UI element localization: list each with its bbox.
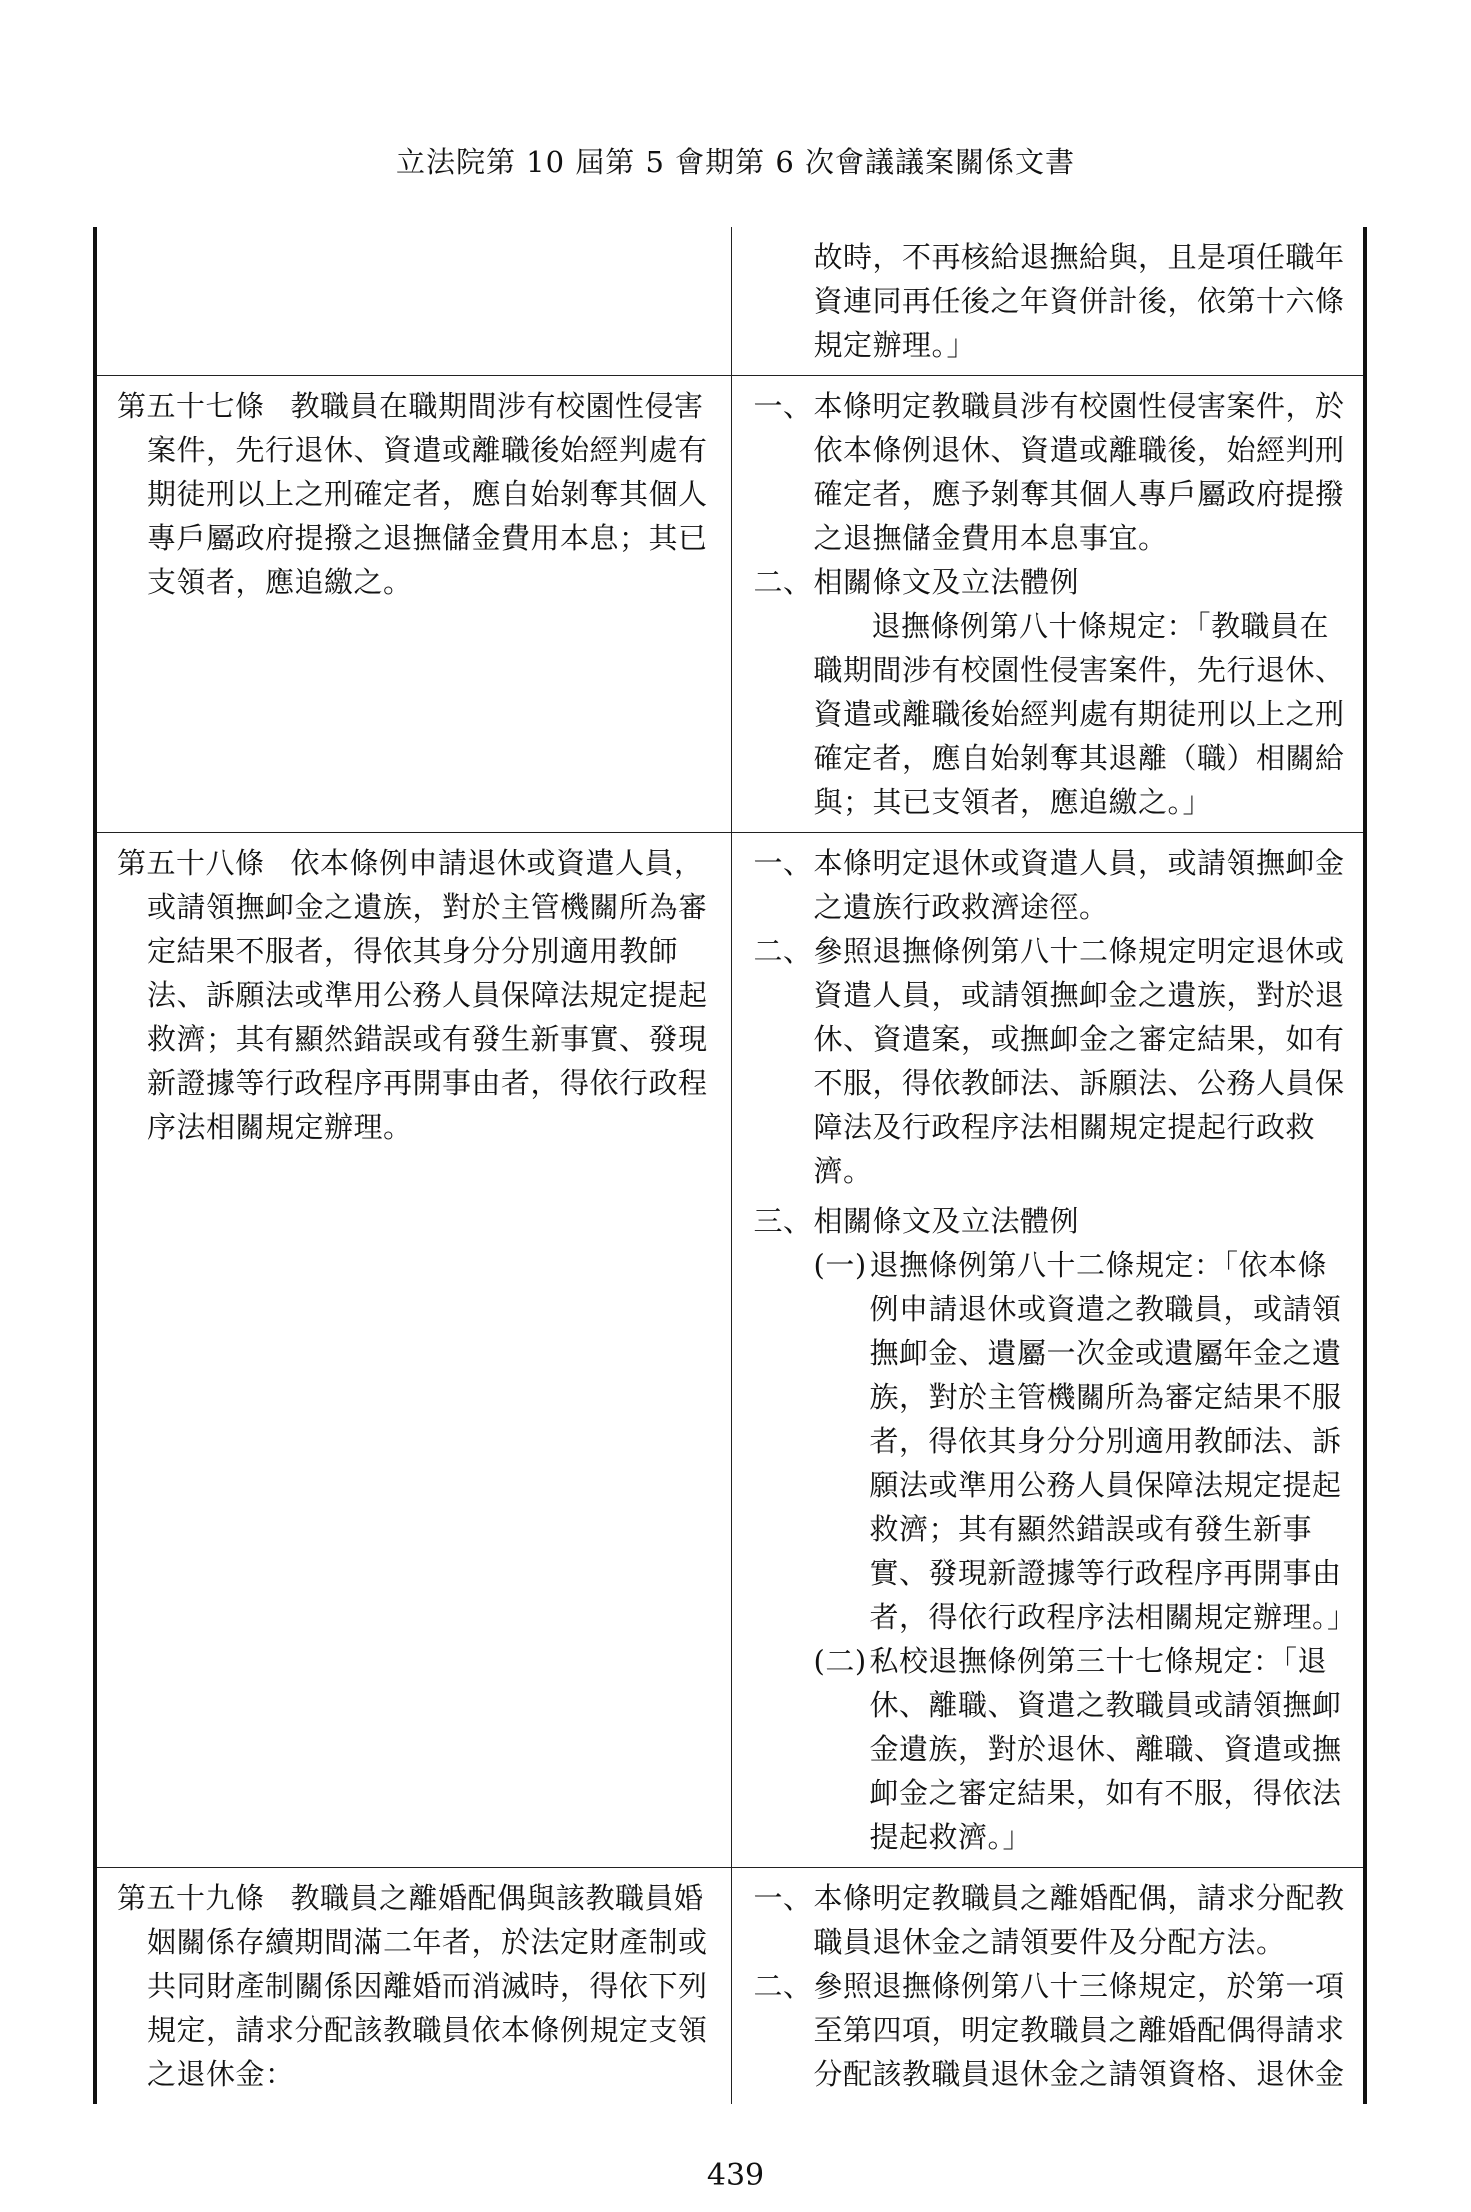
page-number: 439 <box>706 2158 765 2193</box>
table-row <box>95 227 1365 376</box>
article-cell <box>95 227 731 376</box>
table-row <box>95 833 1365 1868</box>
article-heading: 第五十八條 <box>117 846 265 880</box>
explanation-cell <box>731 227 1365 376</box>
note-text: 相關條文及立法體例 <box>813 565 1080 599</box>
article-57 <box>117 384 713 604</box>
note-text: 參照退撫條例第八十二條規定明定退休或資遣人員，或請領撫卹金之遺族，對於退休、資遣案，或撫卹金之審定結果，如有不服，得依教師法、訴願法、公務人員保障法及行政程序法相關規定提起行政救濟。 <box>813 934 1345 1188</box>
article-cell <box>95 376 731 833</box>
document-header: 立法院第 10 屆第 5 會期第 6 次會議議案關係文書 <box>395 145 1076 179</box>
article-58 <box>117 841 713 1149</box>
note-text: 參照退撫條例第八十三條規定，於第一項至第四項，明定教職員之離婚配偶得請求分配該教職員退休金之請領資格、退休金 <box>813 1969 1345 2091</box>
note-text: 本條明定退休或資遣人員，或請領撫卹金之遺族行政救濟途徑。 <box>813 846 1345 924</box>
article-cell <box>95 833 731 1868</box>
note-number: 二、 <box>753 1969 813 2003</box>
note-text: 本條明定教職員涉有校園性侵害案件，於依本條例退休、資遣或離職後，始經判刑確定者，應予剝奪其個人專戶屬政府提撥之退撫儲金費用本息事宜。 <box>813 389 1345 555</box>
sub-text: 退撫條例第八十二條規定：「依本條例申請退休或資遣之教職員，或請領撫卹金、遺屬一次金或遺屬年金之遺族，對於主管機關所為審定結果不服者，得依其身分分別適用教師法、訴願法或準用公務人員保障法規定提起救濟；其有顯然錯誤或有發生新事實、發現新證據等行政程序再開事由者，得依行政程序法相關規定辦理。」 <box>869 1248 1357 1634</box>
article-text: 依本條例申請退休或資遣人員，或請領撫卹金之遺族，對於主管機關所為審定結果不服者，得依其身分分別適用教師法、訴願法或準用公務人員保障法規定提起救濟；其有顯然錯誤或有發生新事實、發現新證據等行政程序再開事由者，得依行政程序法相關規定辦理。 <box>147 846 708 1144</box>
article-text: 教職員之離婚配偶與該教職員婚姻關係存續期間滿二年者，於法定財產制或共同財產制關係因離婚而消滅時，得依下列規定，請求分配該教職員依本條例規定支領之退休金： <box>147 1881 708 2091</box>
note-quote: 退撫條例第八十條規定：「教職員在職期間涉有校園性侵害案件，先行退休、資遣或離職後始經判處有期徒刑以上之刑確定者，應自始剝奪其退離（職）相關給與；其已支領者，應追繳之。」 <box>813 609 1345 819</box>
note-number <box>754 235 814 367</box>
explanation-cell <box>731 1868 1365 2105</box>
explanation-cell <box>731 376 1365 833</box>
note-item <box>754 1964 1346 2096</box>
sub-number: (一) <box>813 1248 867 1282</box>
article-heading: 第五十九條 <box>117 1881 265 1915</box>
table-row <box>95 1868 1365 2105</box>
table-row <box>95 376 1365 833</box>
article-text: 教職員在職期間涉有校園性侵害案件，先行退休、資遣或離職後始經判處有期徒刑以上之刑確定者，應自始剝奪其個人專戶屬政府提撥之退撫儲金費用本息；其已支領者，應追繳之。 <box>147 389 708 599</box>
article-59 <box>117 1876 713 2096</box>
note-item <box>754 841 1346 929</box>
note-item <box>754 604 1346 824</box>
note-number: 二、 <box>753 565 813 599</box>
note-item <box>754 929 1346 1193</box>
note-number: 一、 <box>753 846 813 880</box>
note-number: 一、 <box>753 1881 813 1915</box>
note-item <box>754 1199 1346 1243</box>
note-item <box>754 384 1346 560</box>
note-item <box>754 1876 1346 1964</box>
note-number <box>754 604 814 824</box>
note-text: 本條明定教職員之離婚配偶，請求分配教職員退休金之請領要件及分配方法。 <box>813 1881 1345 1959</box>
explanation-cell <box>731 833 1365 1868</box>
note-text: 相關條文及立法體例 <box>813 1204 1080 1238</box>
sub-number: (二) <box>813 1644 867 1678</box>
sub-item <box>814 1639 1346 1859</box>
note-number: 二、 <box>753 934 813 968</box>
sub-item <box>813 1243 1357 1639</box>
note-number: 一、 <box>753 389 813 423</box>
note-item <box>754 560 1346 604</box>
note-text: 故時，不再核給退撫給與，且是項任職年資連同再任後之年資併計後，依第十六條規定辦理。」 <box>813 240 1345 362</box>
note-number: 三、 <box>753 1204 813 1238</box>
article-cell <box>95 1868 731 2105</box>
note-item <box>754 235 1346 367</box>
bill-comparison-table <box>93 227 1367 2104</box>
article-heading: 第五十七條 <box>117 389 265 423</box>
sub-text: 私校退撫條例第三十七條規定：「退休、離職、資遣之教職員或請領撫卹金遺族，對於退休、離職、資遣或撫卹金之審定結果，如有不服，得依法提起救濟。」 <box>869 1644 1342 1854</box>
